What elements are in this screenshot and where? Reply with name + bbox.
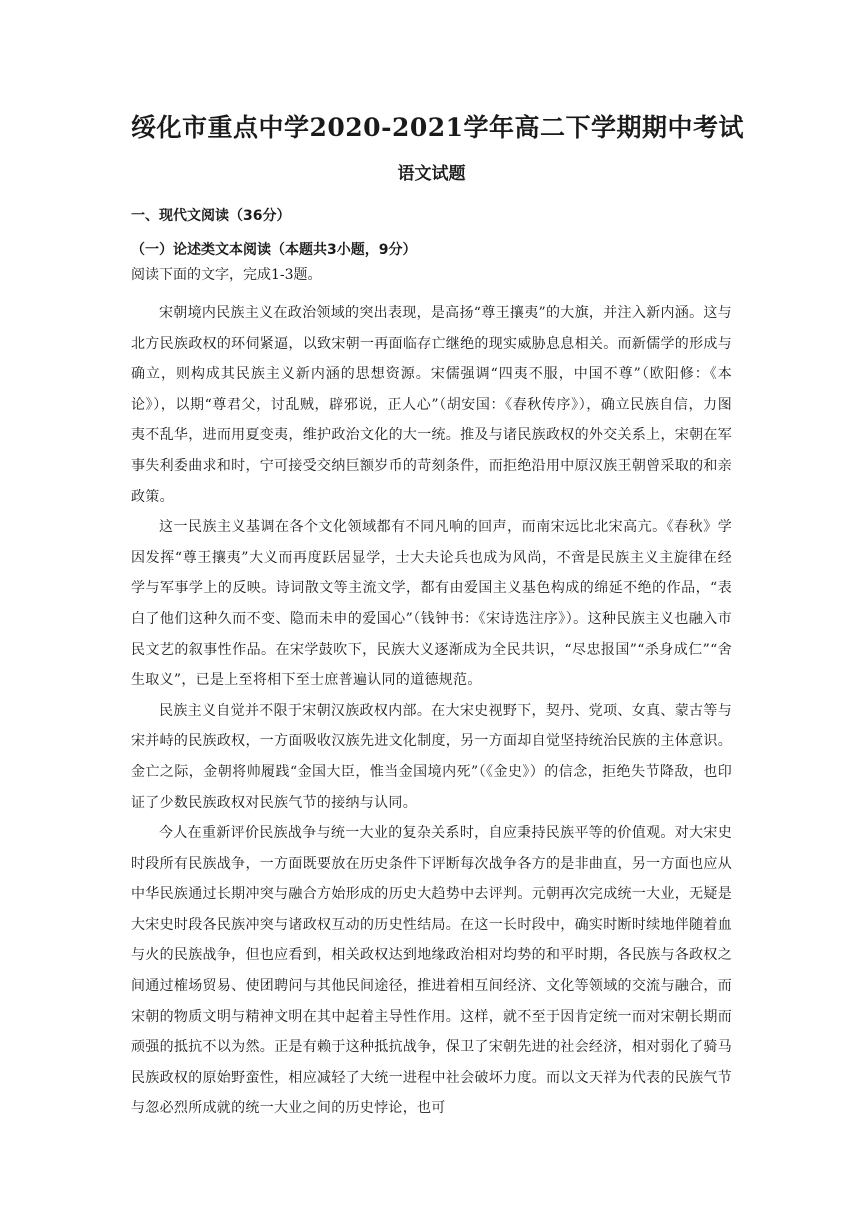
exam-title: 绥化市重点中学2020-2021学年高二下学期期中考试 (131, 113, 745, 142)
exam-subtitle: 语文试题 (397, 164, 466, 184)
reading-passage (131, 298, 732, 1124)
reading-instruction: 阅读下面的文字，完成1-3题。 (131, 267, 322, 283)
passage-paragraph: 今人在重新评价民族战争与统一大业的复杂关系时，自应秉持民族平等的价值观。对大宋史时段所有民族战争，一方面既要放在历史条件下评断每次战争各方的是非曲直，另一方面也应从中华民族通过长期冲突与融合方始形成的历史大趋势中去评判。元朝再次完成统一大业，无疑是大宋史时段各民族冲突与诸政权互动的历史性结局。在这一长时段中，确实时断时续地伴随着血与火的民族战争，但也应看到，相关政权达到地缘政治相对均势的和平时期，各民族与各政权之间通过榷场贸易、使团聘问与其他民间途径，推进着相互间经济、文化等领域的交流与融合，而宋朝的物质文明与精神文明在其中起着主导性作用。这样，就不至于因肯定统一而对宋朝长期而顽强的抵抗不以为然。正是有赖于这种抵抗战争，保卫了宋朝先进的社会经济，相对弱化了骑马民族政权的原始野蛮性，相应减轻了大统一进程中社会破坏力度。而以文天祥为代表的民族气节与忽必烈所成就的统一大业之间的历史悖论，也可 (131, 825, 732, 1117)
passage-paragraph: 宋朝境内民族主义在政治领域的突出表现，是高扬“尊王攘夷”的大旗，并注入新内涵。这与北方民族政权的环伺紧逼，以致宋朝一再面临存亡继绝的现实威胁息息相关。而新儒学的形成与确立，则构成其民族主义新内涵的思想资源。宋儒强调“四夷不服，中国不尊”（欧阳修：《本论》），以期“尊君父，讨乱贼，辟邪说，正人心”（胡安国：《春秋传序》），确立民族自信，力图夷不乱华，进而用夏变夷，维护政治文化的大一统。推及与诸民族政权的外交关系上，宋朝在军事失利委曲求和时，宁可接受交纳巨额岁币的苛刻条件，而拒绝沿用中原汉族王朝曾采取的和亲政策。 (131, 305, 732, 505)
passage-paragraph: 这一民族主义基调在各个文化领域都有不同凡响的回声，而南宋远比北宋高亢。《春秋》学因发挥“尊王攘夷”大义而再度跃居显学，士大夫论兵也成为风尚，不啻是民族主义主旋律在经学与军事学上的反映。诗词散文等主流文学，都有由爱国主义基色构成的绵延不绝的作品，“表白了他们这种久而不变、隐而未申的爱国心”（钱钟书：《宋诗选注序》）。这种民族主义也融入市民文艺的叙事性作品。在宋学鼓吹下，民族大义逐渐成为全民共识，“尽忠报国”“杀身成仁”“舍生取义”，已是上至将相下至士庶普遍认同的道德规范。 (131, 519, 732, 689)
passage-paragraph: 民族主义自觉并不限于宋朝汉族政权内部。在大宋史视野下，契丹、党项、女真、蒙古等与宋并峙的民族政权，一方面吸收汉族先进文化制度，另一方面却自觉坚持统治民族的主体意识。金亡之际，金朝将帅履践“金国大臣，惟当金国境内死”（《金史》）的信念，拒绝失节降敌，也印证了少数民族政权对民族气节的接纳与认同。 (131, 702, 732, 811)
section-heading: 一、现代文阅读（36分） (131, 208, 291, 224)
sub-heading: （一）论述类文本阅读（本题共3小题，9分） (131, 242, 417, 258)
